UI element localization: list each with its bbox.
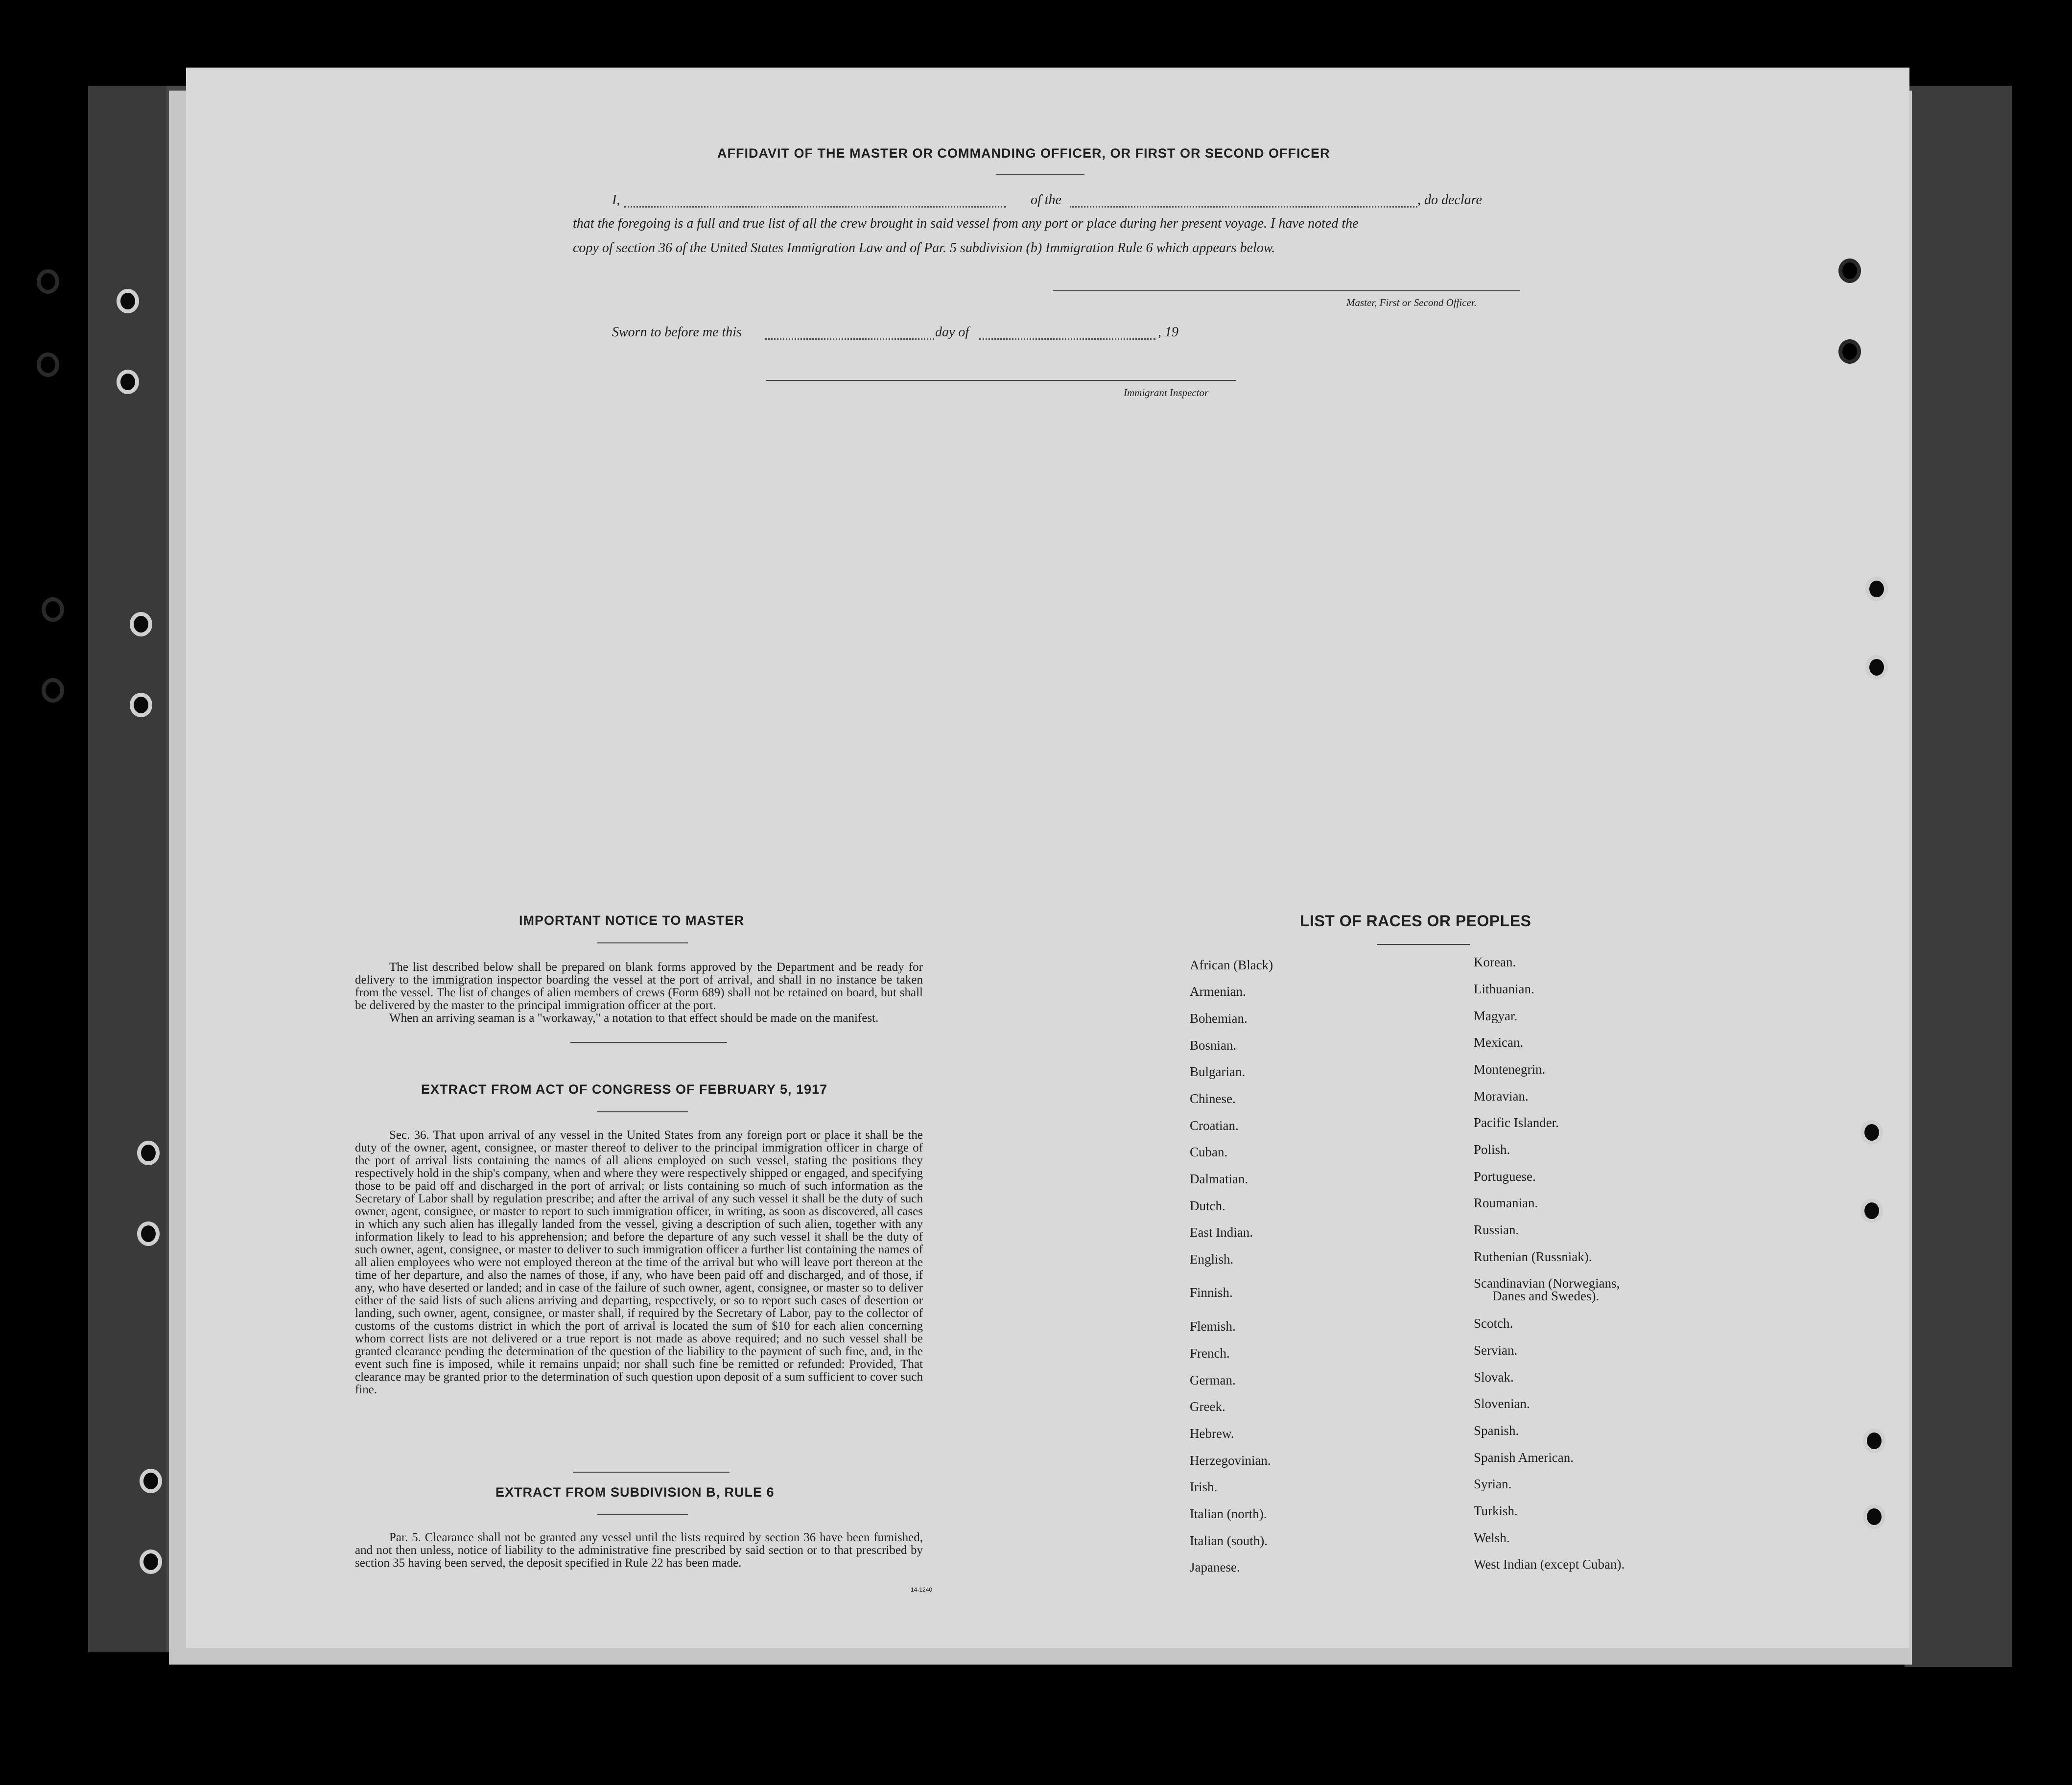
binder-hole [130,612,152,636]
binder-hole [140,1550,162,1574]
binder-hole [1860,1198,1883,1223]
race-item: Irish. [1190,1480,1218,1494]
races-underline [1377,944,1470,945]
binder-hole [1838,258,1861,283]
race-item: Syrian. [1474,1477,1512,1491]
race-item: East Indian. [1190,1225,1253,1240]
binder-hole [37,352,59,377]
notice-paragraph-2: When an arriving seaman is a "workaway," a notation to that effect should be made on the manifest. [389,1011,879,1025]
race-item: Turkish. [1474,1503,1518,1518]
form-number: 14-1240 [911,1586,933,1593]
rule-title: EXTRACT FROM SUBDIVISION B, RULE 6 [495,1485,775,1500]
race-item: Russian. [1474,1222,1519,1237]
affidavit-title: AFFIDAVIT OF THE MASTER OR COMMANDING OFFICER, OR FIRST OR SECOND OFFICER [717,146,1330,161]
rule-paragraph: Par. 5. Clearance shall not be granted any vessel until the lists required by section 36 have been furnished, and not then unless, notice of liability to the administrative fine prescribed by said section or to that prescribed by section 35 having been served, the deposit specified in Rule 22 has been made. [355,1531,923,1570]
binder-hole [140,1469,162,1493]
binder-hole [130,693,152,717]
binder-hole [117,370,139,394]
binder-hole [1865,577,1888,601]
sworn-day-of-label: day of [935,325,969,340]
binder-hole [137,1141,160,1165]
binder-hole [42,597,64,622]
affidavit-line-3: copy of section 36 of the United States Immigration Law and of Par. 5 subdivision (b) Immigration Rule 6 which appears below. [573,240,1275,256]
act-title: EXTRACT FROM ACT OF CONGRESS OF FEBRUARY 5, 1917 [421,1082,828,1097]
race-item: Slovak. [1474,1370,1514,1385]
race-item: Bohemian. [1190,1011,1248,1026]
race-item: Lithuanian. [1474,982,1534,996]
race-item: Korean. [1474,955,1516,969]
race-item: Hebrew. [1190,1426,1234,1441]
race-item: Japanese. [1190,1560,1240,1574]
manifest-page [186,68,1909,1648]
sworn-year-label: , 19 [1158,325,1178,340]
notice-title: IMPORTANT NOTICE TO MASTER [519,913,744,928]
race-item: English. [1190,1252,1234,1267]
race-item: Scotch. [1474,1316,1513,1331]
master-name-field[interactable] [624,206,1006,208]
race-item: Scandinavian (Norwegians, [1474,1276,1620,1291]
notice-underline [597,942,688,943]
binder-hole [1838,339,1861,364]
races-title: LIST OF RACES OR PEOPLES [1300,912,1531,930]
race-item: Chinese. [1190,1091,1236,1106]
race-item: Ruthenian (Russniak). [1474,1249,1592,1264]
sworn-month-field[interactable] [979,338,1155,340]
section-divider [573,1472,730,1473]
race-item: Cuban. [1190,1145,1228,1159]
signature-caption: Master, First or Second Officer. [1346,297,1477,308]
race-item: Bulgarian. [1190,1064,1246,1079]
binder-board-left-strip [88,86,166,1652]
race-item: African (Black) [1190,958,1273,972]
race-item: Moravian. [1474,1089,1529,1104]
race-item: Portuguese. [1474,1169,1536,1184]
race-item: Croatian. [1190,1118,1239,1133]
race-item: Armenian. [1190,984,1246,999]
sworn-prefix: Sworn to before me this [612,325,742,340]
race-item: Italian (south). [1190,1533,1268,1548]
race-item: Greek. [1190,1399,1225,1414]
race-item: Servian. [1474,1343,1518,1358]
race-item: Montenegrin. [1474,1062,1546,1077]
race-item: Welsh. [1474,1530,1510,1545]
affidavit-i-label: I, [612,192,620,208]
race-item: Pacific Islander. [1474,1115,1559,1130]
affidavit-of-the-label: of the [1031,192,1061,208]
act-underline [597,1111,688,1112]
rule-underline [597,1514,688,1515]
notice-paragraph-1: The list described below shall be prepared on blank forms approved by the Department and be ready for delivery to the immigration inspector boarding the vessel at the port of arrival, and shall in no instance be taken from the vessel. The list of changes of alien members of crews (Form 689) shall not be retained on board, but shall be delivered by the master to the principal immigration officer at the port. [355,961,923,1012]
race-item: Bosnian. [1190,1038,1237,1053]
inspector-signature-line[interactable] [766,380,1236,381]
binder-hole [37,269,59,294]
inspector-caption: Immigrant Inspector [1124,387,1209,399]
race-item: Spanish American. [1474,1450,1574,1465]
race-item: West Indian (except Cuban). [1474,1557,1625,1572]
race-item: Roumanian. [1474,1196,1538,1210]
section-divider [570,1042,727,1043]
signature-line[interactable] [1053,290,1520,291]
race-item: Italian (north). [1190,1506,1267,1521]
binder-hole [42,678,64,703]
race-item: German. [1190,1373,1236,1387]
race-item: Dutch. [1190,1198,1225,1213]
affidavit-declare-label: , do declare [1417,192,1482,208]
vessel-name-field[interactable] [1070,206,1417,208]
affidavit-line-2: that the foregoing is a full and true list of all the crew brought in said vessel from any port or place during her present voyage. I have noted the [573,216,1359,231]
race-item: Dalmatian. [1190,1172,1248,1186]
binder-board-right-strip [1905,86,2012,1667]
race-item: Slovenian. [1474,1396,1530,1411]
sworn-day-field[interactable] [765,338,934,340]
binder-hole [1860,1120,1883,1145]
title-underline [996,174,1084,175]
binder-hole [1865,655,1888,680]
binder-hole [117,289,139,313]
binder-hole [1863,1429,1885,1453]
binder-hole [137,1221,160,1246]
race-item: Polish. [1474,1142,1510,1157]
act-section-36-text: Sec. 36. That upon arrival of any vessel in the United States from any foreign port or place it shall be the duty of the owner, agent, consignee, or master thereof to deliver to the principal immigration officer in charge of the port of arrival lists containing the names of all aliens employed on such vessel, stating the positions they respectively hold in the ship's company, when and where they were respectively shipped or engaged, and specifying those to be paid off and discharged in the port of arrival; or lists containing so much of such information as the Secretary of Labor shall by regulation prescribe; and after the arrival of any such vessel it shall be the duty of such owner, agent, consignee, or master to report to such immigration officer, in writing, as soon as discovered, all cases in which any such alien has illegally landed from the vessel, giving a description of such alien, together with any information likely to lead to his apprehension; and before the departure of any such vessel it shall be the duty of such owner, agent, consignee, or master to deliver to such immigration officer a further list containing the names of all alien employees who were not employed thereon at the time of the arrival but who will leave port thereon at the time of her departure, and also the names of those, if any, who have been paid off and discharged, and of those, if any, who have deserted or landed; and in case of the failure of such owner, agent, consignee, or master so to deliver either of the said lists of such aliens arriving and departing, respectively, or so to report such cases of desertion or landing, such owner, agent, consignee, or master shall, if required by the Secretary of Labor, pay to the collector of customs of the customs district in which the port of arrival is located the sum of $10 for each alien concerning whom correct lists are not delivered or a true report is not made as above required; and no such vessel shall be granted clearance pending the determination of the question of the liability to the payment of such fine, and, in the event such fine is imposed, while it remains unpaid; nor shall such fine be remitted or refunded: Provided, That clearance may be granted prior to the determination of such question upon deposit of a sum sufficient to cover such fine. [355,1128,923,1396]
race-item: Flemish. [1190,1319,1236,1334]
binder-hole [1863,1504,1885,1529]
race-item: Herzegovinian. [1190,1453,1271,1468]
race-item: Finnish. [1190,1285,1233,1300]
race-item: Spanish. [1474,1423,1519,1438]
race-item: Danes and Swedes). [1492,1289,1600,1303]
race-item: French. [1190,1346,1230,1361]
race-item: Mexican. [1474,1035,1524,1050]
race-item: Magyar. [1474,1009,1518,1023]
